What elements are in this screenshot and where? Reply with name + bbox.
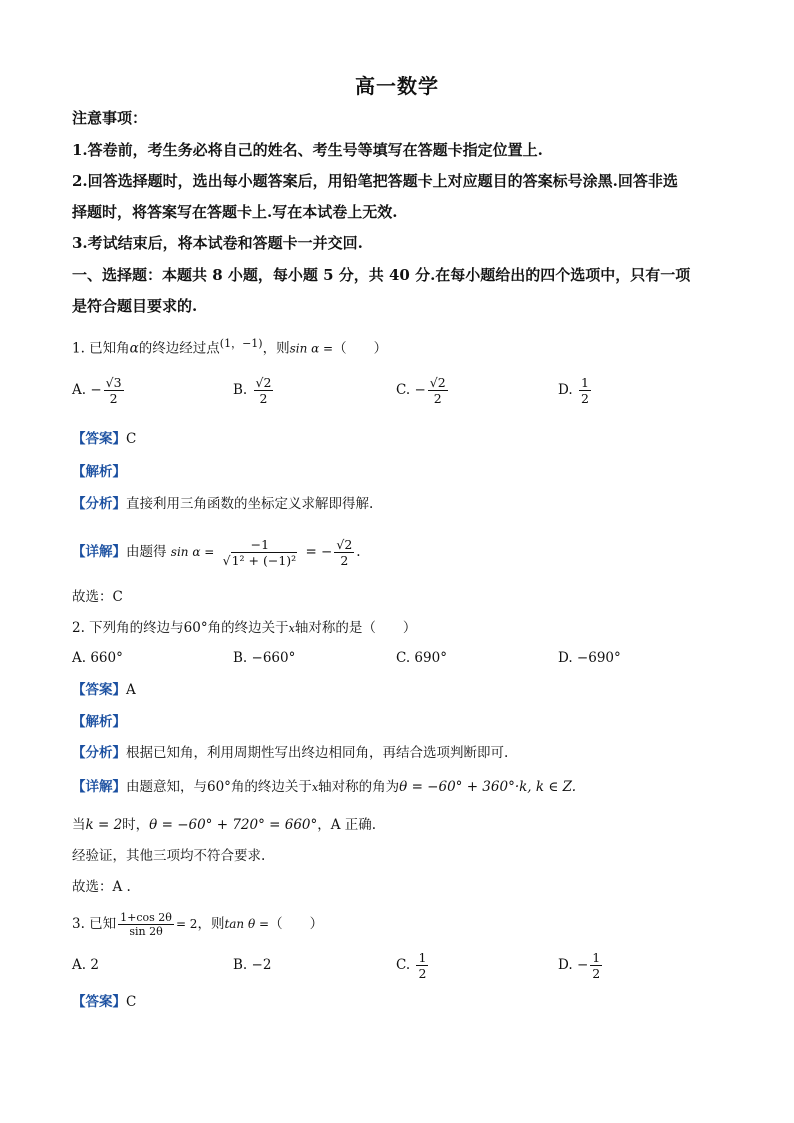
q3-answer (72, 992, 136, 1012)
q2-analysis-heading: 【解析】 (72, 714, 126, 730)
q1-option-b-num: 2 (263, 375, 272, 390)
q1-answer-value: C (126, 431, 137, 447)
notice-heading: 注意事项： (72, 109, 148, 127)
q1-sin: sin α = (289, 341, 334, 356)
q3-tan: tan θ = (224, 917, 270, 931)
q1-detail-label: 【详解】 (72, 544, 126, 560)
q2-case (72, 815, 376, 835)
q1-detail-result-num: 2 (344, 537, 353, 552)
q2-detail-d: x (311, 781, 319, 794)
q1-detail-text: 由题得 (126, 544, 167, 560)
q1-detail-num: −1 (250, 537, 270, 552)
q1-option-c (396, 375, 450, 406)
q1-fenxi-text: 直接利用三角函数的坐标定义求解即得解. (126, 496, 374, 512)
q2-x: x (288, 622, 295, 635)
q3-stem-c: ，则 (197, 916, 225, 932)
q1-option-d-den: 2 (580, 391, 589, 406)
q1-answer-label: 【答案】 (72, 431, 126, 447)
q3-frac-num: 1+cos 2θ (120, 911, 172, 924)
q3-option-c-den: 2 (418, 966, 427, 981)
q1-option-c-frac: $\frac{√2}{2}$ (429, 375, 446, 406)
q2-answer-value: A (126, 682, 136, 698)
q2-choose: 故选：A . (72, 879, 131, 895)
q2-answer-label: 【答案】 (72, 682, 126, 698)
q1-option-d (558, 375, 593, 406)
q3-frac-den: sin 2θ (129, 925, 163, 938)
q2-option-d: D. −690° (558, 650, 621, 666)
q1-option-c-sign: − (414, 382, 426, 398)
q3-option-d-label: D. (558, 957, 573, 973)
q2-fenxi (72, 743, 508, 763)
q1-stem-a: 1. 已知角 (72, 340, 130, 357)
q3-option-b: B. −2 (233, 957, 272, 973)
q2-detail-c: 角的终边关于 (230, 779, 312, 795)
q1-detail (72, 534, 361, 570)
q3-option-d-frac (590, 950, 602, 981)
notice-item-3: 3.考试结束后，将本试卷和答题卡一并交回. (72, 234, 363, 252)
q3-answer-label: 【答案】 (72, 994, 126, 1010)
q2-stem-b: 角的终边关于 (207, 620, 289, 636)
q1-stem-c: ，则 (262, 340, 290, 357)
q1-alpha: α (129, 340, 139, 357)
q1-detail-den: 1² + (−1)² (231, 553, 297, 568)
q1-analysis-label (72, 462, 126, 482)
q3-stem (72, 908, 323, 940)
q1-fenxi-label: 【分析】 (72, 496, 126, 512)
notice-item-2: 2.回答选择题时，选出每小题答案后，用铅笔把答题卡上对应题目的答案标号涂黑.回答非选 (72, 172, 678, 190)
q3-frac (118, 911, 174, 938)
q3-option-c-num: 1 (418, 950, 427, 965)
q1-detail-frac: $\frac{-1}{\text{√1² + (−1)²}}$ (222, 537, 297, 568)
q1-detail-eq: = − (305, 544, 333, 560)
q3-stem-b: = 2 (175, 917, 198, 931)
q1-detail-result: $\frac{√2}{2}$ (336, 537, 353, 568)
q1-option-a-label: A. (72, 382, 87, 398)
q2-analysis-label (72, 712, 126, 732)
q1-option-d-label: D. (558, 382, 573, 398)
q3-option-d-num: 1 (592, 950, 601, 965)
q1-option-a-num: 3 (113, 375, 122, 390)
q1-option-d-num: 1 (580, 375, 589, 390)
q1-option-b-den: 2 (259, 391, 268, 406)
q3-option-c-frac (416, 950, 428, 981)
q2-option-c: C. 690° (396, 650, 447, 666)
q3-option-c (396, 950, 430, 981)
q3-answer-value: C (126, 994, 137, 1010)
page-title: 高一数学 (355, 74, 439, 98)
q2-case-c: 时， (122, 817, 150, 833)
q1-option-a-sign: − (90, 382, 102, 398)
q1-detail-sin: sin α = (170, 545, 215, 559)
q2-option-a: A. 660° (72, 650, 123, 666)
q2-detail-label: 【详解】 (72, 779, 126, 795)
q1-option-b (233, 375, 275, 406)
q3-option-c-label: C. (396, 957, 411, 973)
q3-stem-d: （ ） (269, 916, 324, 932)
q2-option-b: B. −660° (233, 650, 296, 666)
q2-fenxi-text: 根据已知角，利用周期性写出终边相同角，再结合选项判断即可. (126, 745, 509, 761)
q1-analysis-heading: 【解析】 (72, 464, 126, 480)
q1-fenxi (72, 494, 373, 514)
q2-detail-formula: θ = −60° + 360°·k, k ∈ Z. (399, 779, 577, 795)
q3-option-a: A. 2 (72, 957, 99, 973)
q1-option-c-num: 2 (437, 375, 446, 390)
q2-fenxi-label: 【分析】 (72, 745, 126, 761)
q2-case-k: k = 2 (85, 817, 123, 833)
q1-option-a (72, 375, 126, 406)
section-heading-line1: 一、选择题：本题共 8 小题，每小题 5 分，共 40 分.在每小题给出的四个选项中，只有一项 (72, 266, 691, 284)
notice-item-2-cont: 择题时，将答案写在答题卡上.写在本试卷上无效. (72, 203, 398, 221)
q2-stem-c: 轴对称的是（ ） (294, 620, 417, 636)
notice-item-1: 1.答卷前，考生务必将自己的姓名、考生号等填写在答题卡指定位置上. (72, 141, 543, 159)
q1-option-c-den: 2 (433, 391, 442, 406)
q1-stem-d: （ ） (333, 340, 388, 357)
q1-option-a-den: 2 (109, 391, 118, 406)
q2-stem-a: 2. 下列角的终边与 (72, 620, 184, 636)
q2-verify: 经验证，其他三项均不符合要求. (72, 848, 266, 864)
q3-option-d (558, 950, 604, 981)
q1-answer (72, 429, 136, 449)
q1-stem (72, 334, 387, 359)
q1-detail-result-den: 2 (340, 553, 349, 568)
q1-point: (1，−1) (219, 337, 263, 350)
q2-case-e: ，A 正确. (317, 817, 377, 833)
q2-detail-a: 由题意知，与 (126, 779, 207, 795)
q3-option-d-sign: − (576, 957, 589, 973)
q3-option-d-den: 2 (592, 966, 601, 981)
q3-stem-a: 3. 已知 (72, 916, 117, 932)
q1-option-d-frac (579, 375, 591, 406)
q1-detail-end: . (356, 544, 361, 560)
q1-choose: 故选：C (72, 589, 123, 605)
q2-detail (72, 777, 576, 798)
q2-detail-b: 60° (207, 779, 231, 795)
q2-stem (72, 618, 416, 639)
q2-deg60: 60° (183, 620, 208, 636)
q2-detail-e: 轴对称的角为 (318, 779, 400, 795)
q1-stem-b: 的终边经过点 (138, 340, 220, 357)
section-heading-line2: 是符合题目要求的. (72, 297, 198, 315)
q1-option-c-label: C. (396, 382, 411, 398)
q1-option-b-label: B. (233, 382, 248, 398)
q1-option-a-frac: $\frac{√3}{2}$ (105, 375, 122, 406)
q2-case-formula: θ = −60° + 720° = 660° (149, 817, 318, 833)
q1-option-b-frac: $\frac{√2}{2}$ (255, 375, 272, 406)
q2-case-a: 当 (72, 817, 86, 833)
q2-answer (72, 680, 136, 700)
